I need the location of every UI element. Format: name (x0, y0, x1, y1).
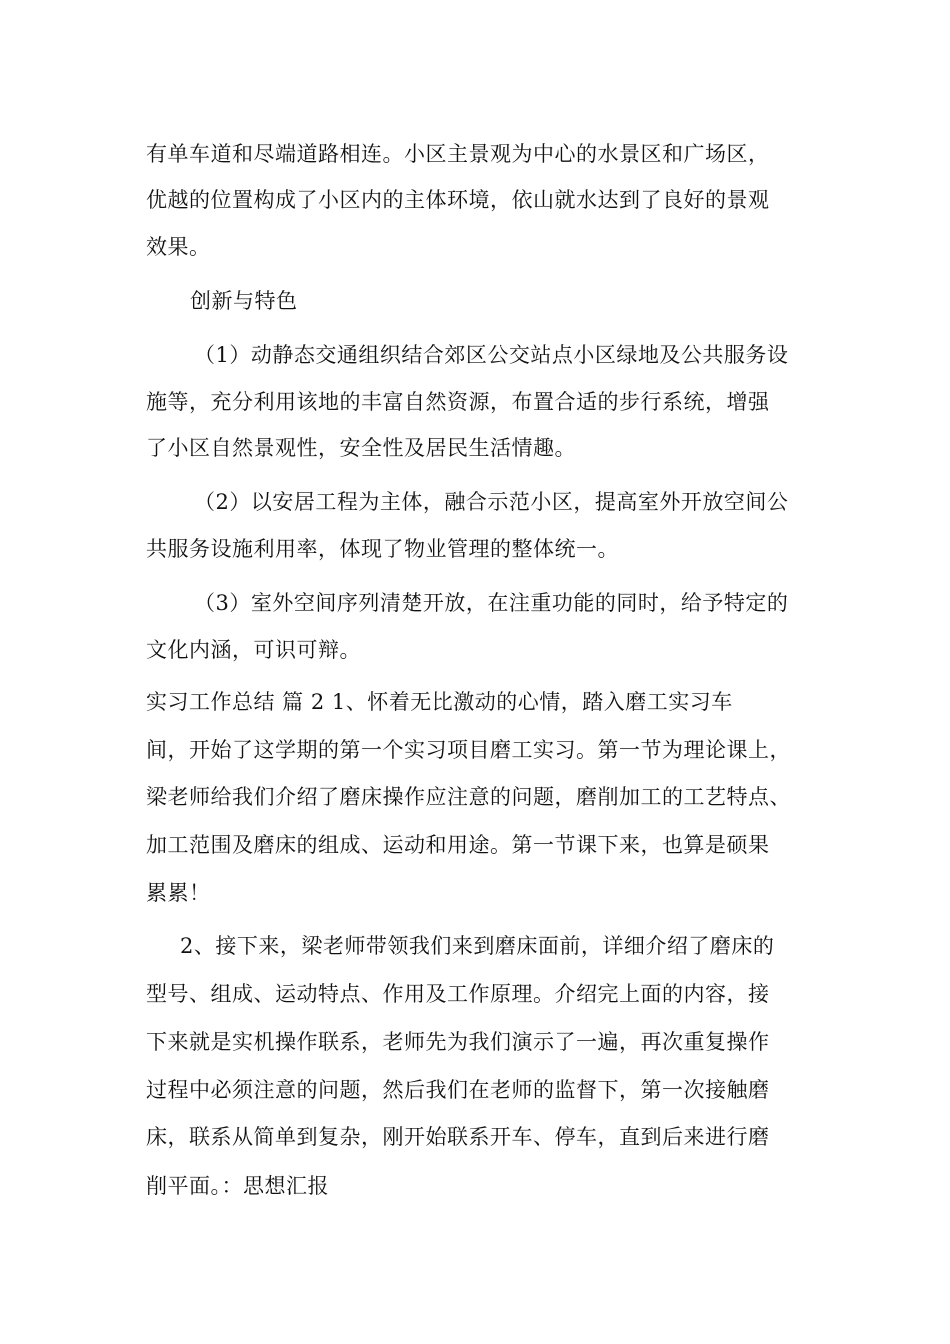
paragraph-line: 过程中必须注意的问题，然后我们在老师的监督下，第一次接触磨 (146, 1078, 770, 1102)
paragraph-line: 型号、组成、运动特点、作用及工作原理。介绍完上面的内容，接 (146, 982, 770, 1006)
paragraph-line: 累累！ (146, 881, 211, 905)
paragraph-line: 共服务设施利用率，体现了物业管理的整体统一。 (146, 537, 619, 561)
paragraph-line: 优越的位置构成了小区内的主体环境，依山就水达到了良好的景观 (146, 188, 770, 212)
paragraph-line: 加工范围及磨床的组成、运动和用途。第一节课下来，也算是硕果 (146, 833, 770, 857)
paragraph-line: 2、接下来，梁老师带领我们来到磨床面前，详细介绍了磨床的 (180, 934, 775, 958)
paragraph-line: 床，联系从简单到复杂，刚开始联系开车、停车，直到后来进行磨 (146, 1125, 770, 1149)
list-item-line: （3）室外空间序列清楚开放，在注重功能的同时，给予特定的 (194, 591, 789, 615)
list-item-line: （2）以安居工程为主体，融合示范小区，提高室外开放空间公 (194, 490, 789, 514)
list-item-line: （1）动静态交通组织结合郊区公交站点小区绿地及公共服务设 (194, 343, 789, 367)
paragraph-line: 文化内涵，可识可辩。 (146, 638, 361, 662)
section-title-line: 实习工作总结 篇 2 1、怀着无比激动的心情，踏入磨工实习车 (146, 690, 733, 714)
paragraph-line: 削平面。：思想汇报 (146, 1174, 329, 1198)
section-heading: 创新与特色 (190, 289, 298, 313)
paragraph-line: 下来就是实机操作联系，老师先为我们演示了一遍，再次重复操作 (146, 1030, 770, 1054)
paragraph-line: 有单车道和尽端道路相连。小区主景观为中心的水景区和广场区， (146, 142, 770, 166)
paragraph-line: 梁老师给我们介绍了磨床操作应注意的问题，磨削加工的工艺特点、 (146, 785, 791, 809)
paragraph-line: 效果。 (146, 235, 211, 259)
paragraph-line: 间，开始了这学期的第一个实习项目磨工实习。第一节为理论课上， (146, 738, 791, 762)
paragraph-line: 施等，充分利用该地的丰富自然资源，布置合适的步行系统，增强 (146, 390, 770, 414)
paragraph-line: 了小区自然景观性，安全性及居民生活情趣。 (146, 436, 576, 460)
